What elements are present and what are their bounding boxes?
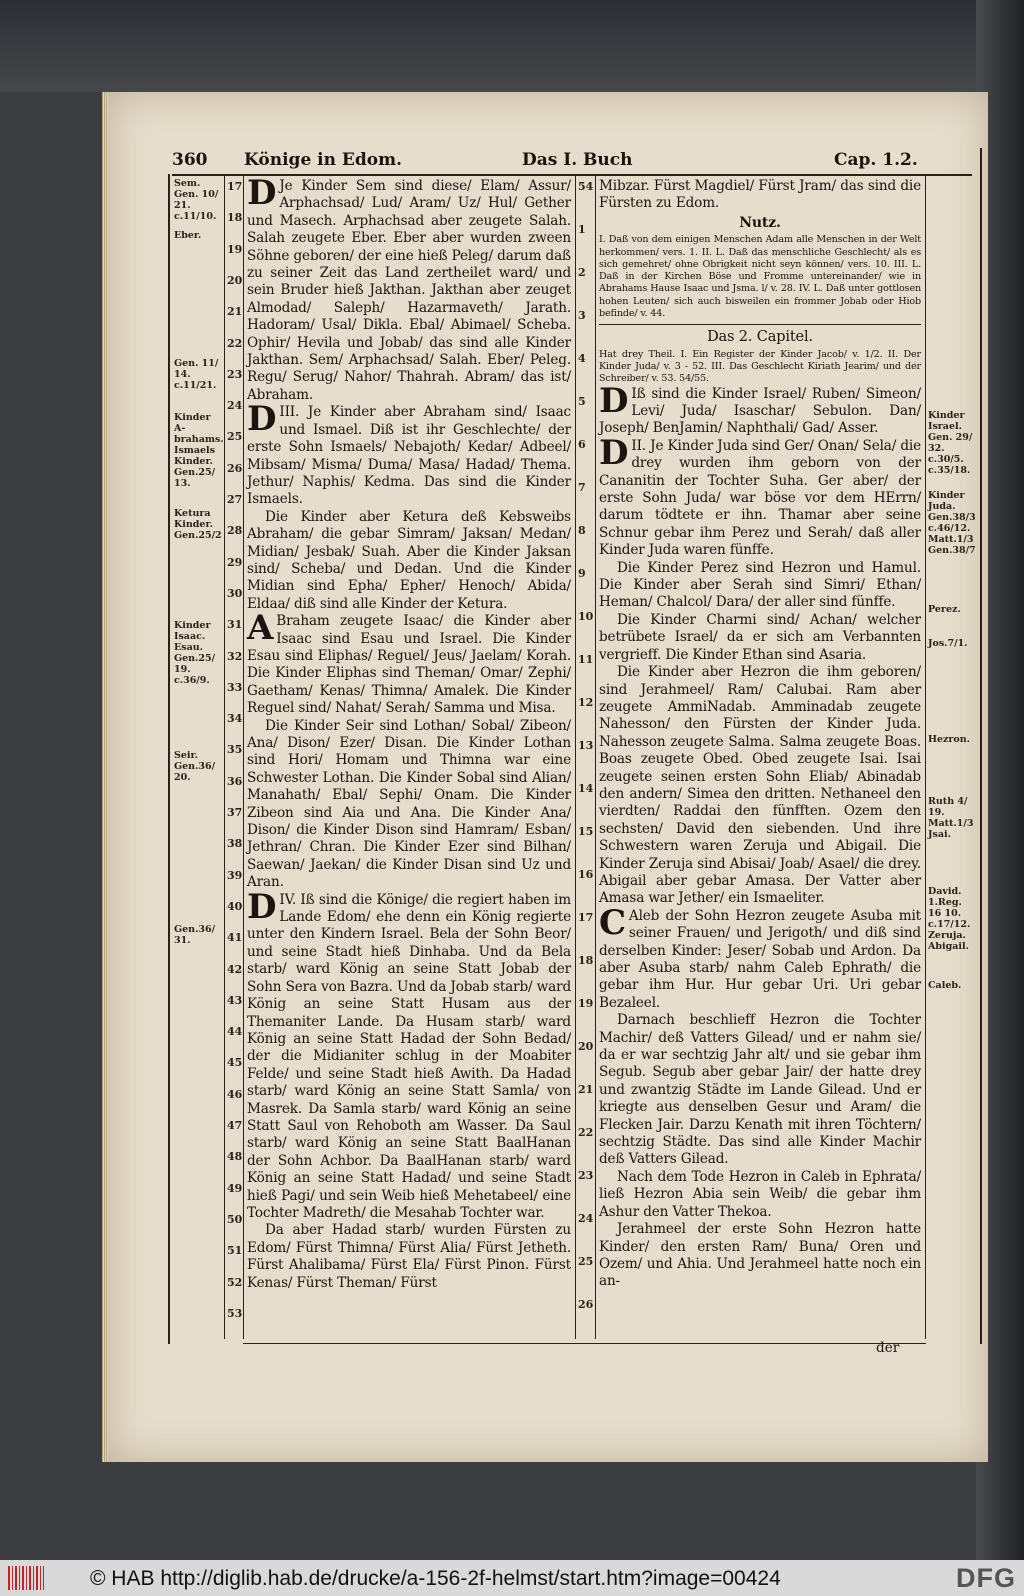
verse-number: 30 bbox=[227, 586, 243, 600]
catchword: der bbox=[876, 1340, 900, 1356]
paragraph: Jerahmeel der erste Sohn Hezron hatte Kinder/ den ersten Ram/ Buna/ Oren und Ozem/ und Ahia. Und Jerahmeel hatte noch ein an- bbox=[599, 1221, 921, 1290]
verse-number: 33 bbox=[227, 680, 243, 694]
running-title: Könige in Edom. bbox=[244, 150, 403, 170]
verse-number: 53 bbox=[227, 1306, 243, 1320]
margin-note: David. 1.Reg. 16 10. c.17/12. Zeruja. Abigail. bbox=[928, 886, 971, 952]
verse-number: 52 bbox=[227, 1275, 243, 1289]
margin-note: Kinder A- brahams. Ismaels Kinder. Gen.25/ 13. bbox=[174, 412, 224, 489]
verse-number: 22 bbox=[227, 336, 243, 350]
bottom-rule bbox=[243, 1343, 926, 1344]
margin-note: Gen. 11/ 14. c.11/21. bbox=[174, 358, 219, 391]
verse-number: 21 bbox=[227, 305, 243, 319]
margin-note: Ruth 4/ 19. Matt.1/3 Jsai. bbox=[928, 796, 974, 840]
center-rule-left bbox=[575, 174, 576, 1339]
verse-number: 20 bbox=[578, 1040, 594, 1053]
verse-number: 25 bbox=[227, 430, 243, 444]
paragraph: Mibzar. Fürst Magdiel/ Fürst Jram/ das sind die Fürsten zu Edom. bbox=[599, 178, 921, 212]
verse-number: 32 bbox=[227, 649, 243, 663]
right-text-column bbox=[599, 178, 921, 1291]
paragraph: Die Kinder aber Ketura deß Kebsweibs Abraham/ die gebar Simram/ Jaksan/ Medan/ Midian/ Jesbak/ Suah. Aber die Kinder Jaksan sind/ Scheba/ und Dedan. Und die Kinder Midian sind Epha/ Epher/ Henoch/ Abida/ Eldaa/ diß sind alle Kinder der Ketura. bbox=[247, 508, 571, 612]
initial-letter: D bbox=[247, 173, 277, 213]
verse-number: 6 bbox=[578, 438, 586, 451]
verse-number: 17 bbox=[227, 180, 243, 193]
verse-number: 14 bbox=[578, 782, 594, 795]
verse-number: 15 bbox=[578, 825, 594, 838]
verse-number: 34 bbox=[227, 712, 243, 726]
verse-number: 26 bbox=[578, 1298, 594, 1311]
verse-number: 4 bbox=[578, 352, 586, 365]
verse-number: 18 bbox=[578, 954, 594, 967]
margin-note: Kinder Isaac. Esau. Gen.25/ 19. c.36/9. bbox=[174, 620, 216, 686]
margin-note: Hezron. bbox=[928, 734, 970, 745]
dfg-logo: DFG bbox=[956, 1563, 1016, 1593]
chapter-heading: Das 2. Capitel. bbox=[599, 324, 921, 346]
margin-note: Kinder Israel. Gen. 29/ 32. c.30/5. c.35/18. bbox=[928, 410, 973, 476]
initial-letter: D bbox=[599, 432, 629, 473]
verse-number: 54 bbox=[578, 180, 594, 193]
verse-number: 2 bbox=[578, 266, 586, 279]
verse-number: 8 bbox=[578, 524, 586, 537]
margin-note: Caleb. bbox=[928, 980, 962, 991]
verse-number: 38 bbox=[227, 837, 243, 851]
scan-background bbox=[0, 0, 1024, 92]
verse-number: 25 bbox=[578, 1255, 594, 1268]
verse-number: 22 bbox=[578, 1126, 594, 1139]
verse-number: 23 bbox=[578, 1169, 594, 1182]
margin-note: Perez. bbox=[928, 604, 961, 615]
verse-number: 18 bbox=[227, 211, 243, 225]
verse-number: 31 bbox=[227, 618, 243, 632]
verse-number: 51 bbox=[227, 1244, 243, 1258]
initial-letter: D bbox=[247, 886, 277, 927]
margin-note: Eber. bbox=[174, 230, 202, 241]
verse-number: 28 bbox=[227, 524, 243, 538]
verse-number: 36 bbox=[227, 774, 243, 788]
verse-number: 29 bbox=[227, 555, 243, 569]
verse-number: 11 bbox=[578, 653, 594, 666]
verse-number: 50 bbox=[227, 1212, 243, 1226]
page-number: 360 bbox=[172, 150, 208, 170]
paragraph: D Iß sind die Kinder Israel/ Ruben/ Simeon/ Levi/ Juda/ Isaschar/ Sebulon. Dan/ Joseph/ BenJamin/ Naphthali/ Gad/ Asser. bbox=[599, 380, 921, 437]
paragraph: Darnach beschlieff Hezron die Tochter Machir/ deß Vatters Gilead/ und er nahm sie/ da er war sechtzig Jahr alt/ und sie gebar ihm Segub. Segub aber gebar Jair/ der hatte drey und zwantzig Städte im Lande Gilead. Und er kriegte aus denselben Gesur und Aram/ die Flecken Jair. Darzu Kenath mit ihren Töchtern/ sechtzig Städte. Das sind alle Kinder Machir deß Vatters Gilead. bbox=[599, 1012, 921, 1168]
verse-number: 19 bbox=[227, 242, 243, 256]
chapter-label: Cap. 1.2. bbox=[834, 150, 918, 170]
right-col-rule bbox=[925, 174, 926, 1339]
margin-note: Seir. Gen.36/ 20. bbox=[174, 750, 216, 783]
verse-number: 7 bbox=[578, 481, 586, 494]
verse-number: 37 bbox=[227, 806, 243, 819]
verse-number: 10 bbox=[578, 610, 594, 623]
paragraph: A Braham zeugete Isaac/ die Kinder aber Isaac sind Esau und Israel. Die Kinder Esau sind Eliphas/ Reguel/ Jeus/ Jaelam/ Korah. Die Kinder Eliphas sind Theman/ Omar/ Zephi/ Gaetham/ Kenas/ Thimna/ Amalek. Die Kinder Reguel sind/ Nahat/ Serah/ Samma und Misa. bbox=[247, 608, 571, 717]
running-head bbox=[172, 148, 972, 176]
verse-number: 40 bbox=[227, 899, 243, 913]
verse-number: 27 bbox=[227, 493, 243, 506]
left-text-rule bbox=[224, 174, 225, 1339]
verse-number: 26 bbox=[227, 461, 243, 475]
nutz-heading: Nutz. bbox=[739, 214, 781, 231]
paragraph: Die Kinder Seir sind Lothan/ Sobal/ Zibeon/ Ana/ Dison/ Ezer/ Disan. Die Kinder Lothan sind Hori/ Homam und Thimna war eine Schwester Lothan. Die Kinder Sobal sind Alian/ Manahath/ Ebal/ Sephi/ Onam. Die Kinder Zibeon sind Aia und Ana. Die Kinder Ana/ Dison/ die Kinder Dison sind Hamram/ Esban/ Jethran/ Chran. Die Kinder Ezer sind Bilhan/ Saewan/ Jaekan/ die Kinder Disan sind Uz und Aran. bbox=[247, 717, 571, 891]
hab-logo-icon bbox=[8, 1566, 44, 1590]
verse-number: 45 bbox=[227, 1056, 243, 1070]
verse-number: 41 bbox=[227, 931, 243, 945]
initial-letter: D bbox=[599, 380, 629, 421]
verse-number: 47 bbox=[227, 1119, 243, 1132]
paragraph: III. D Je Kinder aber Abraham sind/ Isaac und Ismael. Diß ist ihr Geschlechte/ der erste Sohn Ismaels/ Nebajoth/ Kedar/ Adbeel/ Mibsam/ Misma/ Duma/ Masa/ Hadad/ Thema. Jethur/ Naphis/ Kedma. Das sind die Kinder Ismaels. bbox=[247, 399, 571, 508]
verse-number: 9 bbox=[578, 567, 586, 580]
verse-number: 42 bbox=[227, 962, 243, 976]
paragraph: Nach dem Tode Hezron in Caleb in Ephrata/ ließ Hezron Abia sein Weib/ die gebar ihm Ashur den Vatter Thekoa. bbox=[599, 1168, 921, 1220]
left-text-column bbox=[247, 173, 571, 1292]
paragraph: II. D Je Kinder Juda sind Ger/ Onan/ Sela/ die drey wurden ihm geborn von der Cananitin der Tochter Suha. Ger aber/ der erste Sohn Juda/ war böse vor dem HErrn/ darum tödtete er ihn. Thamar aber seine Schnur gebar ihm Perez und Serah/ daß aller Kinder Juda waren fünffe. bbox=[599, 432, 922, 559]
verse-number: 19 bbox=[578, 997, 594, 1010]
paragraph: Die Kinder Perez sind Hezron und Hamul. Die Kinder aber Serah sind Simri/ Ethan/ Heman/ Chalcol/ Dara/ der aller sind fünffe. bbox=[599, 559, 921, 611]
paragraph: D Je Kinder Sem sind diese/ Elam/ Assur/ Arphachsad/ Lud/ Aram/ Uz/ Hul/ Gether und Masech. Arphachsad aber zeugete Salah. Salah zeugete Eber. Eber aber wurden zween Söhne geboren/ der eine hieß Peleg/ darum daß zu seiner Zeit das Land zertheilet ward/ und sein Bruder hieß Jakthan. Jakthan aber zeuget Almodad/ Saleph/ Hazarmaveth/ Jarath. Hadoram/ Usal/ Dikla. Ebal/ Abimael/ Scheba. Ophir/ Hevila und Jobab/ das sind alle Kinder Jakthan. Sem/ Arphachsad/ Salah. Eber/ Peleg. Regu/ Serug/ Nahor/ Thahrah. Abram/ das ist/ Abraham. bbox=[247, 173, 571, 403]
verse-number: 24 bbox=[227, 399, 243, 413]
initial-letter: C bbox=[599, 902, 626, 943]
verse-number: 44 bbox=[227, 1025, 243, 1039]
right-frame-rule bbox=[980, 148, 982, 1344]
margin-note: Kinder Juda. Gen.38/3 c.46/12. Matt.1/3 Gen.38/7 bbox=[928, 490, 976, 556]
paragraph: C Aleb der Sohn Hezron zeugete Asuba mit seiner Frauen/ und Jerigoth/ und diß sind derselben Kinder: Jeser/ Sobab und Ardon. Da aber Asuba starb/ nahm Caleb Ephrath/ die gebar ihm Hur. Hur gebar Uri. Uri gebar Bezaleel. bbox=[599, 902, 921, 1011]
left-frame-rule bbox=[168, 174, 170, 1344]
margin-note: Jos.7/1. bbox=[928, 638, 968, 649]
page-edge bbox=[102, 92, 108, 1462]
verse-number: 16 bbox=[578, 868, 594, 881]
footer-bar bbox=[0, 1560, 1024, 1596]
book-title: Das I. Buch bbox=[522, 150, 633, 170]
source-url[interactable]: © HAB http://diglib.hab.de/drucke/a-156-2f-helmst/start.htm?image=00424 bbox=[90, 1567, 781, 1590]
verse-number: 3 bbox=[578, 309, 586, 322]
verse-number: 23 bbox=[227, 367, 243, 381]
paragraph: Die Kinder aber Hezron die ihm geboren/ sind Jerahmeel/ Ram/ Calubai. Ram aber zeugete AmmiNadab. Amminadab zeugete Nahesson/ den Fürsten der Kinder Juda. Nahesson zeugete Salma. Salma zeugete Boas. Boas zeugete Obed. Obed zeugete Isai. Isai zeugete seinen ersten Sohn Eliab/ Abinadab den andern/ Simea den dritten. Nethaneel den vierdten/ Raddai den fünfften. Ozem den sechsten/ David den siebenden. Und ihre Schwestern waren Zeruja und Abigail. Die Kinder Zeruja sind Abisai/ Joab/ Asael/ die drey. Abigail aber gebar Amasa. Der Vatter aber Amasa war Jether/ ein Ismaeliter. bbox=[599, 664, 921, 907]
initial-letter: A bbox=[247, 608, 274, 649]
initial-letter: D bbox=[247, 399, 277, 440]
verse-number: 24 bbox=[578, 1212, 594, 1225]
left-col-rule bbox=[243, 174, 244, 1339]
paragraph: Die Kinder Charmi sind/ Achan/ welcher betrübete Israel/ da er sich am Verbannten vergrieff. Die Kinder Ethan sind Asaria. bbox=[599, 611, 921, 663]
verse-number: 35 bbox=[227, 743, 243, 757]
verse-number: 48 bbox=[227, 1150, 243, 1164]
verse-number: 13 bbox=[578, 739, 594, 752]
chapter-summary: Hat drey Theil. I. Ein Register der Kinder Jacob/ v. 1/2. II. Der Kinder Juda/ v. 3 - 52. III. Das Geschlecht Kiriath Jearim/ und der Schreiber/ v. 53. 54/55. bbox=[599, 348, 921, 385]
verse-number: 46 bbox=[227, 1087, 243, 1101]
margin-note: Ketura Kinder. Gen.25/2 bbox=[174, 508, 222, 541]
verse-number: 21 bbox=[578, 1083, 594, 1096]
verse-number: 39 bbox=[227, 868, 243, 882]
verse-number: 20 bbox=[227, 273, 243, 287]
verse-number: 49 bbox=[227, 1181, 243, 1195]
verse-number: 12 bbox=[578, 696, 594, 709]
verse-number: 43 bbox=[227, 993, 243, 1007]
paragraph: Da aber Hadad starb/ wurden Fürsten zu Edom/ Fürst Thimna/ Fürst Alia/ Fürst Jetheth. Fürst Ahalibama/ Fürst Ela/ Fürst Pinon. Fürst Kenas/ Fürst Theman/ Fürst bbox=[247, 1222, 571, 1291]
margin-note: Sem. Gen. 10/ 21. c.11/10. bbox=[174, 178, 219, 222]
paragraph: IV. D Iß sind die Könige/ die regiert haben im Lande Edom/ ehe denn ein König regierte unter den Kindern Israel. Bela der Sohn Beor/ und seine Stadt hieß Dinhaba. Und da Bela starb/ ward König an seine Statt Jobab der Sohn Sera von Bazra. Und da Jobab starb/ ward König an seine Statt Husam aus der Themaniter Lande. Da Husam starb/ ward König an seine Statt Hadad der Sohn Bedad/ der die Midianiter schlug in der Moabiter Felde/ und seine Stadt hieß Awith. Da Hadad starb/ ward König an seine Statt Samla/ von Masrek. Da Samla starb/ ward König an seine Statt Saul von Rehoboth am Wasser. Da Saul starb/ ward König an seine Statt BaalHanan der Sohn Achbor. Da BaalHanan starb/ ward König an seine Statt Hadad/ und seine Stadt hieß Pagi/ und sein Weib hieß Mehetabeel/ eine Tochter Madreth/ die Mesahab Tochter war. bbox=[247, 886, 571, 1221]
nutz-text: I. Daß von dem einigen Menschen Adam alle Menschen in der Welt herkommen/ vers. 1. II. L. Daß das menschliche Geschlecht/ als es sich gemehret/ ohne Obrigkeit nicht seyn können/ vers. 10. III. L. Daß in der Kirchen Böse und Fromme untereinander/ wie in Abrahams Hause Isaac und Jsma. l/ v. 28. IV. L. Daß unter gottlosen hohen Leuten/ sich auch bisweilen ein frommer Jobab oder Hiob befinde/ v. 44. bbox=[599, 234, 921, 319]
margin-note: Gen.36/ 31. bbox=[174, 924, 216, 946]
verse-number: 17 bbox=[578, 911, 594, 924]
center-rule-right bbox=[595, 174, 596, 1339]
verse-number: 5 bbox=[578, 395, 586, 408]
verse-number: 1 bbox=[578, 223, 586, 236]
